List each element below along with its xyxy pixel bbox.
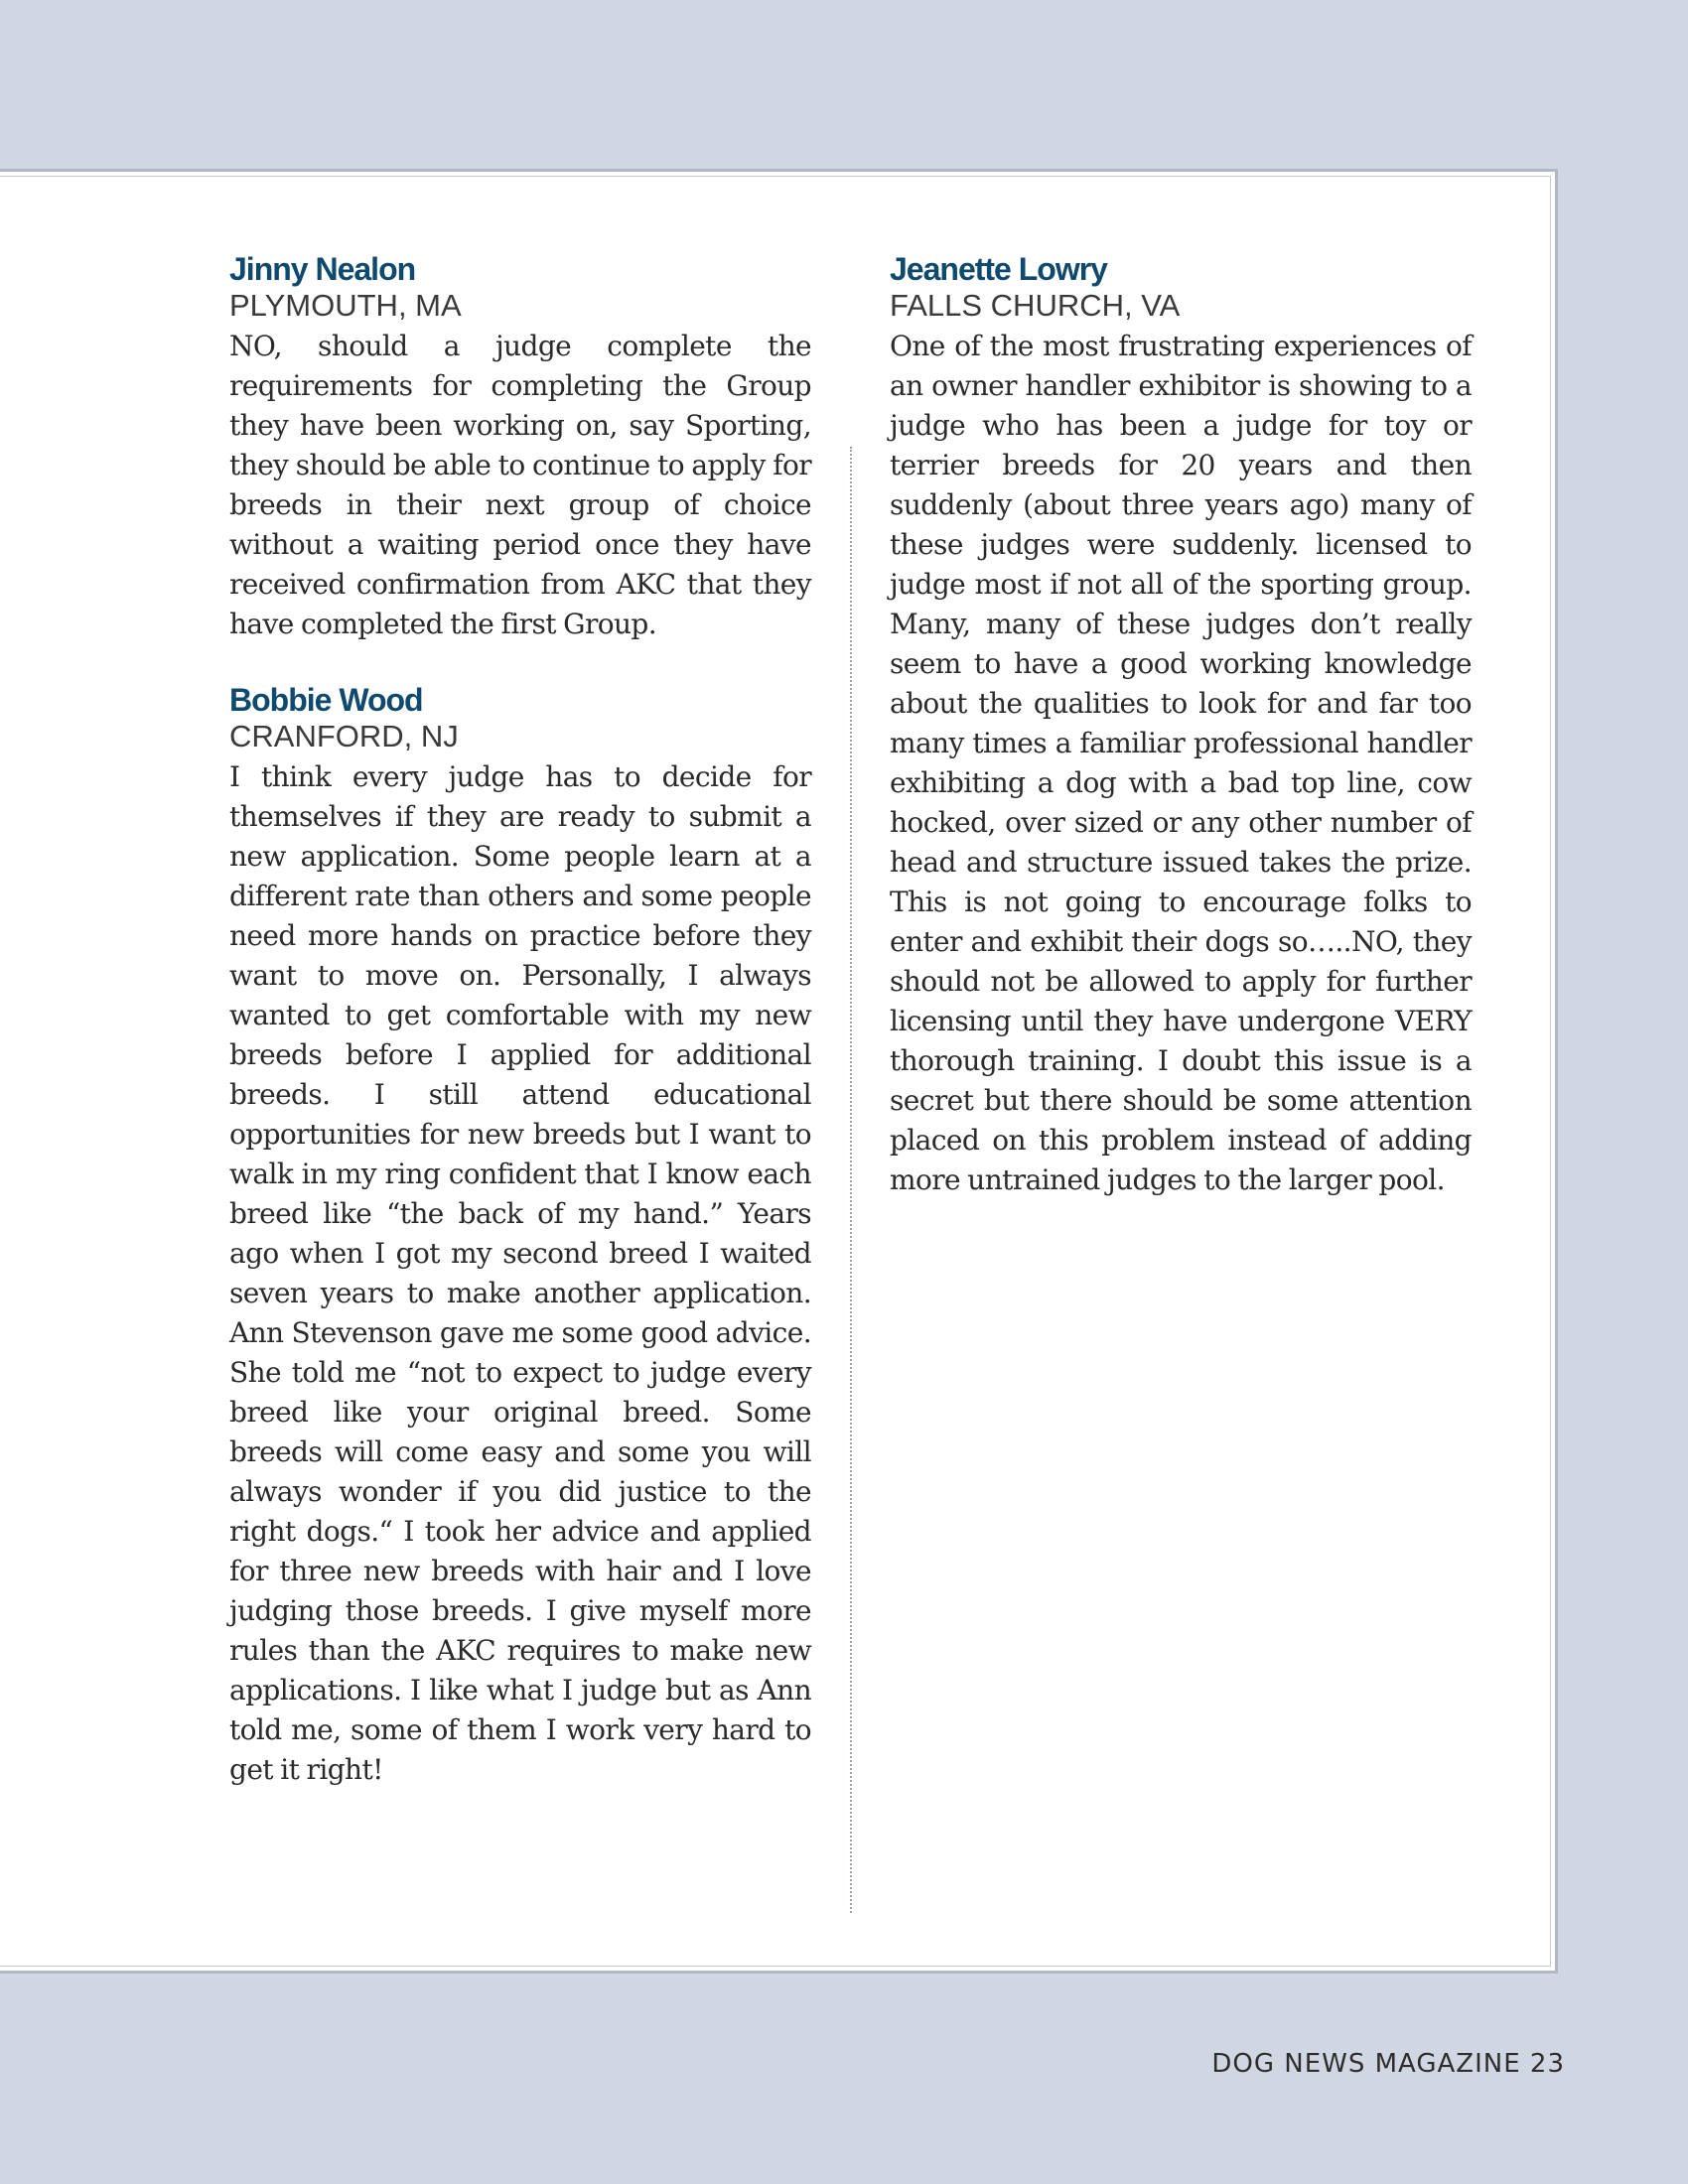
respondent-name: Jeanette Lowry — [890, 251, 1107, 287]
respondent-location: CRANFORD, NJ — [229, 719, 459, 753]
respondent-name: Jinny Nealon — [229, 251, 416, 287]
respondent-location: PLYMOUTH, MA — [229, 288, 462, 323]
respondent-answer: I think every judge has to decide for themselves if they are ready to submit a new application. Some people learn at a different rate than others and some people need more hands on practice before they want to move on. Personally, I always wanted to get comfortable with my new breeds before I applied for additional breeds. I still attend educational opportunities for new breeds but I want to walk in my ring confident that I know each breed like “the back of my hand.” Years ago when I got my second breed I waited seven years to make another application. Ann Stevenson gave me some good advice. She told me “not to expect to judge every breed like your original breed. Some breeds will come easy and some you will always wonder if you did justice to the right dogs.“ I took her advice and applied for three new breeds with hair and I love judging those breeds. I give myself more rules than the AKC requires to make new applications. I like what I judge but as Ann told me, some of them I work very hard to get it right! — [229, 760, 811, 1786]
entry-bobbie-wood — [229, 682, 811, 1790]
respondent-name: Bobbie Wood — [229, 682, 423, 718]
respondent-location: FALLS CHURCH, VA — [890, 288, 1181, 323]
right-column — [890, 251, 1472, 1238]
left-column — [229, 251, 811, 1828]
respondent-answer: NO, should a judge complete the requirements for completing the Group they have been working on, say Sporting, they should be able to continue to apply for breeds in their next group of choice without a waiting period once they have received confirmation from AKC that they have completed the first Group. — [229, 330, 811, 640]
entry-jinny-nealon — [229, 251, 811, 644]
page-footer: DOG NEWS MAGAZINE 23 — [1211, 2049, 1565, 2079]
column-divider — [850, 447, 852, 1913]
entry-jeanette-lowry — [890, 251, 1472, 1200]
respondent-answer: One of the most frustrating experiences of an owner handler exhibitor is showing to a judge who has been a judge for toy or terrier breeds for 20 years and then suddenly (about three years ago) many of these judges were suddenly. licensed to judge most if not all of the sporting group. Many, many of these judges don’t really seem to have a good working knowledge about the qualities to look for and far too many times a familiar professional handler exhibiting a dog with a bad top line, cow hocked, over sized or any other number of head and structure issued takes the prize. This is not going to encourage folks to enter and exhibit their dogs so…..NO, they should not be allowed to apply for further licensing until they have undergone VERY thorough training. I doubt this issue is a secret but there should be some attention placed on this problem instead of adding more untrained judges to the larger pool. — [890, 330, 1472, 1196]
